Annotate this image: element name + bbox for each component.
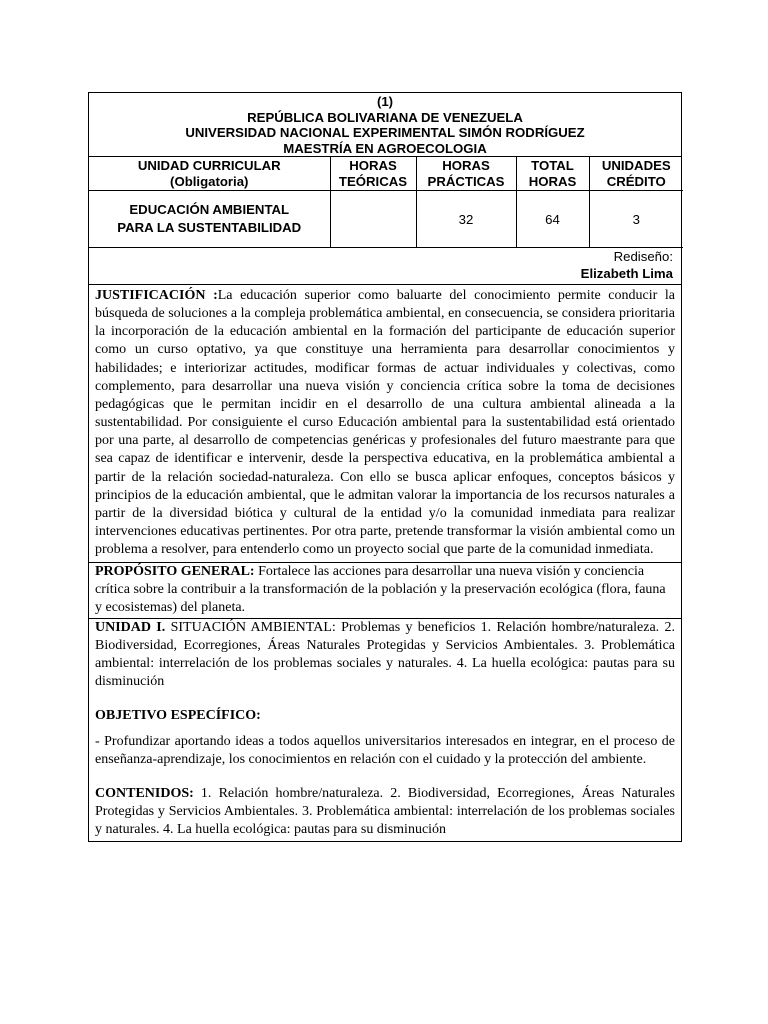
header-theory-hours-line1: HORAS xyxy=(349,157,397,173)
credits-value: 3 xyxy=(589,191,683,248)
header-total-hours-line2: HORAS xyxy=(528,173,577,189)
justification-section xyxy=(89,285,681,563)
course-table-header-row xyxy=(89,157,683,191)
practice-hours-value: 32 xyxy=(416,191,516,248)
header-program: MAESTRÍA EN AGROECOLOGIA xyxy=(283,140,487,156)
justification-text: La educación superior como baluarte del conocimiento permite conducir la búsqueda de soluciones a la compleja problemática ambiental, en consecuencia, se considera prioritaria la incorporación de la educación ambiental en la formación del participante de educación superior como un curso optativo, ya que constituye una herramienta para desarrollar conocimientos y habilidades; e interiorizar actitudes, modificar formas de actuar individuales y colectivas, como complemento, para desarrollar una nueva visión y conciencia crítica sobre la toma de decisiones pedagógicas que le permitan incidir en el desarrollo de una cultura ambiental alineada a la sustentabilidad. Por consiguiente el curso Educación ambiental para la sustentabilidad está orientado por una parte, al desarrollo de competencias genéricas y profesionales del futuro maestrante para que sea capaz de identificar e intervenir, desde la perspectiva educativa, en la problemática ambiental a partir de la relación sociedad-naturaleza. Con ello se busca aplicar enfoques, conceptos básicos y principios de la educación ambiental, que le admitan valorar la importancia de los recursos naturales a partir de la diversidad biótica y cultural de la entidad y/o la comunidad inmediata para realizar intervenciones educativas pertinentes. Por otra parte, pretende transformar la visión ambiental como un problema a resolver, para entenderlo como un proyecto social que parte de la comunidad inmediata. xyxy=(95,288,676,558)
course-name-line2: PARA LA SUSTENTABILIDAD xyxy=(117,220,302,235)
document-page xyxy=(88,92,682,842)
contents-label: CONTENIDOS: xyxy=(95,786,194,802)
header-number: (1) xyxy=(376,94,394,109)
justification-label: JUSTIFICACIÓN : xyxy=(95,288,218,303)
course-table-value-row xyxy=(89,191,683,248)
purpose-section xyxy=(89,563,681,619)
course-name xyxy=(89,191,330,248)
header-practice-hours-line1: HORAS xyxy=(442,157,490,173)
contents-paragraph xyxy=(95,785,675,839)
redesign-author: Elizabeth Lima xyxy=(580,266,673,281)
theory-hours-value xyxy=(330,191,416,248)
unit-label: UNIDAD I. xyxy=(95,620,166,636)
header-total-hours xyxy=(516,157,589,191)
redesign-block xyxy=(89,248,681,285)
contents-text: 1. Relación hombre/naturaleza. 2. Biodiversidad, Ecorregiones, Áreas Naturales Protegidas y Servicios Ambientales. 3. Problemática ambiental: interrelación de los problemas sociales y naturales. 4. La huella ecológica: pautas para su disminución xyxy=(95,786,675,838)
unit-title xyxy=(95,619,675,691)
objective-heading xyxy=(95,707,675,725)
objective-label: OBJETIVO ESPECÍFICO: xyxy=(95,708,261,724)
purpose-label: PROPÓSITO GENERAL: xyxy=(95,564,255,580)
header-credit-units-line1: UNIDADES xyxy=(601,157,671,173)
header-credit-units xyxy=(589,157,683,191)
redesign-label: Rediseño: xyxy=(613,249,673,264)
total-hours-value: 64 xyxy=(516,191,589,248)
header-republic: REPÚBLICA BOLIVARIANA DE VENEZUELA xyxy=(247,109,523,125)
objective-text: - Profundizar aportando ideas a todos aquellos universitarios interesados en integrar, en el proceso de enseñanza-aprendizaje, los conocimientos en relación con el cuidado y la protección del ambiente. xyxy=(95,734,675,768)
header-credit-units-line2: CRÉDITO xyxy=(606,173,666,189)
course-name-line1: EDUCACIÓN AMBIENTAL xyxy=(129,202,290,217)
course-table xyxy=(89,157,683,248)
document-header xyxy=(89,93,681,157)
header-theory-hours xyxy=(330,157,416,191)
header-practice-hours xyxy=(416,157,516,191)
header-theory-hours-line2: TEÓRICAS xyxy=(338,173,408,189)
header-curricular-unit-line2: (Obligatoria) xyxy=(170,173,249,189)
unit-text: SITUACIÓN AMBIENTAL: Problemas y beneficios 1. Relación hombre/naturaleza. 2. Biodiversidad, Ecorregiones, Áreas Naturales Protegidas y Servicios Ambientales. 3. Problemática ambiental: interrelación de los problemas sociales y naturales. 4. La huella ecológica: pautas para su disminución xyxy=(95,620,675,690)
header-university: UNIVERSIDAD NACIONAL EXPERIMENTAL SIMÓN RODRÍGUEZ xyxy=(185,125,585,140)
header-practice-hours-line2: PRÁCTICAS xyxy=(427,173,505,189)
header-curricular-unit xyxy=(89,157,330,191)
purpose-text: Fortalece las acciones para desarrollar una nueva visión y conciencia crítica sobre la contribuir a la transformación de la población y la preservación ecológica (flora, fauna y ecosistemas) del planeta. xyxy=(95,564,666,616)
header-curricular-unit-line1: UNIDAD CURRICULAR xyxy=(137,157,281,173)
unit-section xyxy=(89,619,681,841)
header-total-hours-line1: TOTAL xyxy=(531,157,574,173)
